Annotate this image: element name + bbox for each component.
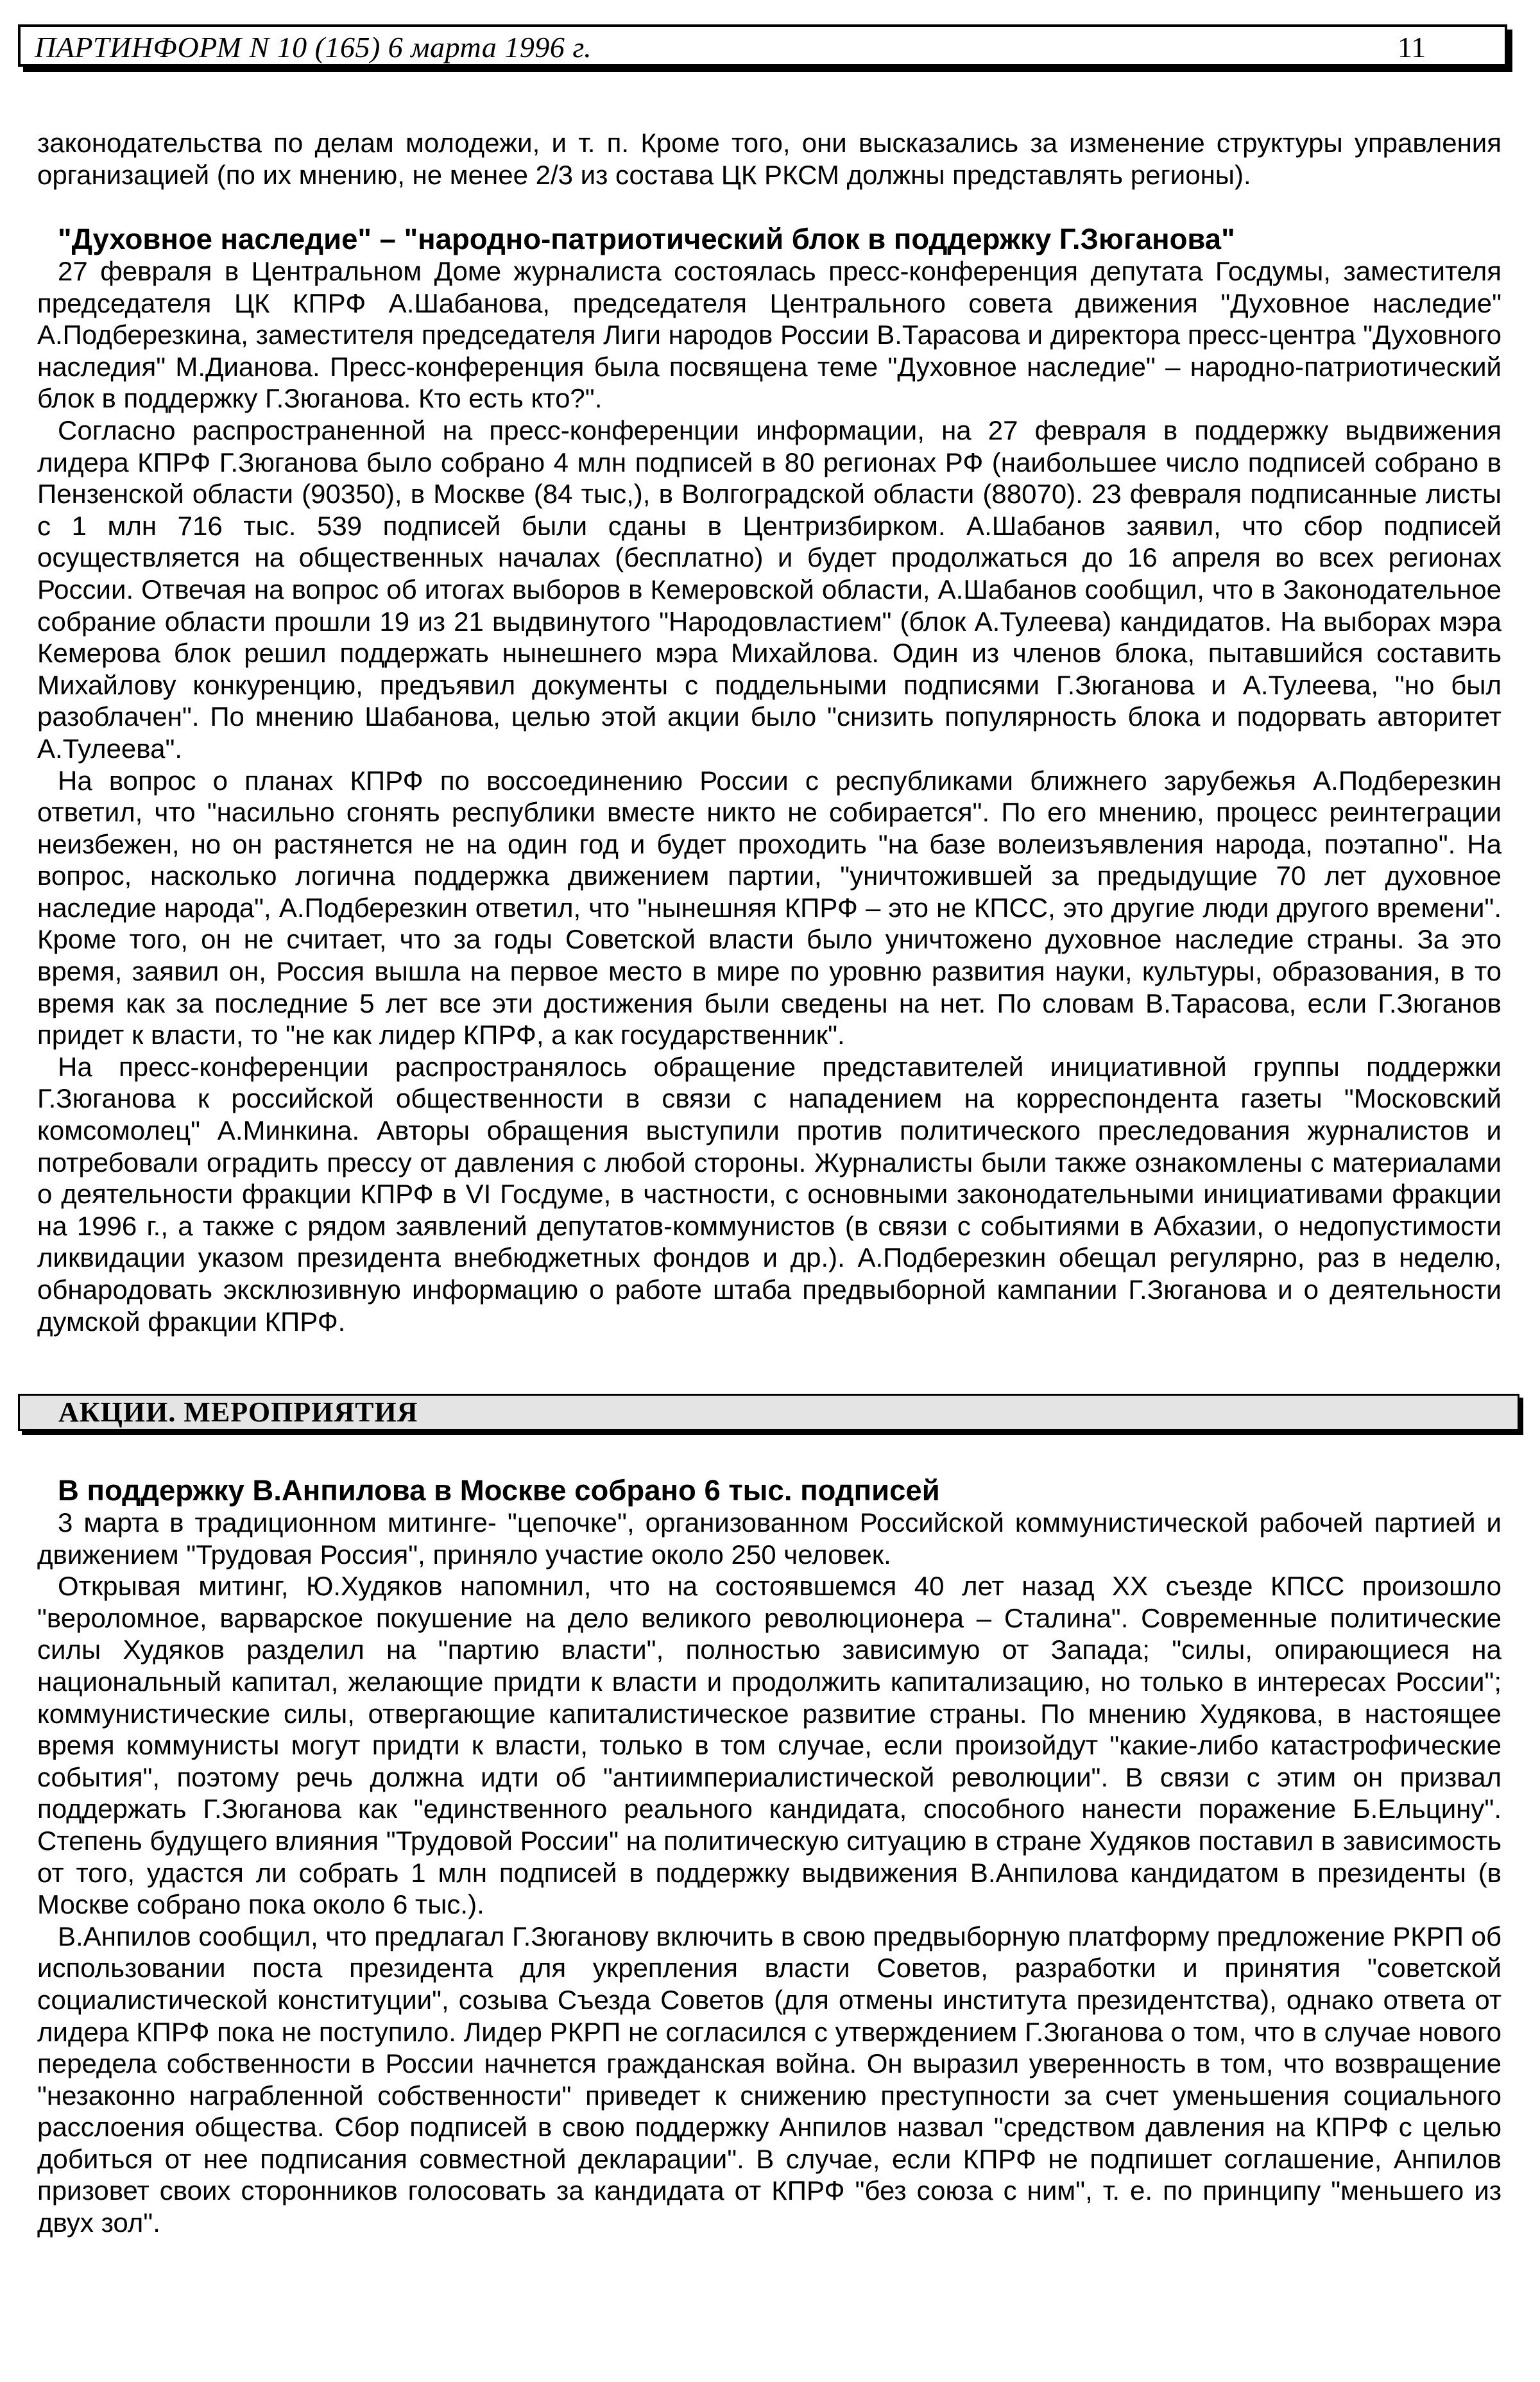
article-anpilov-signatures [37, 1475, 1502, 2239]
page-number: 11 [1398, 31, 1426, 64]
section-title: АКЦИИ. МЕРОПРИЯТИЯ [58, 1396, 418, 1428]
article-heading: В поддержку В.Анпилова в Москве собрано 6 тыс. подписей [58, 1474, 940, 1507]
article-paragraph: На пресс-конференции распространялось обращение представителей инициативной группы поддержки Г.Зюганова к российской общественности в связи с нападением на корреспондента газеты "Московский комсомолец" А.Минкина. Авторы обращения выступили против политического преследования журналистов и потребовали оградить прессу от давления с любой стороны. Журналисты были также ознакомлены с материалами о деятельности фракции КПРФ в VI Госдуме, в частности, с основными законодательными инициативами фракции на 1996 г., а также с рядом заявлений депутатов-коммунистов (в связи с событиями в Абхазии, о недопустимости ликвидации указом президента внебюджетных фондов и др.). А.Подберезкин обещал регулярно, раз в неделю, обнародовать эксклюзивную информацию о работе штаба предвыборной кампании Г.Зюганова и о деятельности думской фракции КПРФ. [37, 1051, 1502, 1337]
publication-title: ПАРТИНФОРМ N 10 (165) 6 марта 1996 г. [35, 31, 592, 64]
section-header [18, 1394, 1519, 1431]
intro-paragraph: законодательства по делам молодежи, и т. п. Кроме того, они высказались за изменение структуры управления организацией (по их мнению, не менее 2/3 из состава ЦК РКСМ должны представлять регионы). [37, 128, 1502, 190]
page-header [18, 24, 1507, 67]
article-paragraph: На вопрос о планах КПРФ по воссоединению России с республиками ближнего зарубежья А.Подберезкин ответил, что "насильно сгонять республики вместе никто не собирается". По его мнению, процесс реинтеграции неизбежен, но он растянется не на один год и будет проходить "на базе волеизъявления народа, поэтапно". На вопрос, насколько логична поддержка движением партии, "уничтожившей за предыдущие 70 лет духовное наследие народа", А.Подберезкин ответил, что "нынешняя КПРФ – это не КПСС, это другие люди другого времени". Кроме того, он не считает, что за годы Советской власти было уничтожено духовное наследие страны. За это время, заявил он, Россия вышла на первое место в мире по уровню развития науки, культуры, образования, в то время как за последние 5 лет все эти достижения были сведены на нет. По словам В.Тарасова, если Г.Зюганов придет к власти, то "не как лидер КПРФ, а как государственник". [37, 765, 1502, 1050]
article-paragraph: Открывая митинг, Ю.Худяков напомнил, что на состоявшемся 40 лет назад XX съезде КПСС произошло "вероломное, варварское покушение на дело великого революционера – Сталина". Современные политические силы Худяков разделил на "партию власти", полностью зависимую от Запада; "силы, опирающиеся на национальный капитал, желающие придти к власти и продолжить капитализацию, но только в интересах России"; коммунистические силы, отвергающие капиталистическое развитие страны. По мнению Худякова, в настоящее время коммунисты могут придти к власти, только в том случае, если произойдут "какие-либо катастрофические события", поэтому речь должна идти об "антиимпериалистической революции". В связи с этим он призвал поддержать Г.Зюганова как "единственного реального кандидата, способного нанести поражение Б.Ельцину". Степень будущего влияния "Трудовой России" на политическую ситуацию в стране Худяков поставил в зависимость от того, удастся ли собрать 1 млн подписей в поддержку выдвижения В.Анпилова кандидатом в президенты (в Москве собрано пока около 6 тыс.). [37, 1571, 1502, 1920]
article-paragraph: 27 февраля в Центральном Доме журналиста состоялась пресс-конференция депутата Госдумы, заместителя председателя ЦК КПРФ А.Шабанова, председателя Центрального совета движения "Духовное наследие" А.Подберезкина, заместителя председателя Лиги народов России В.Тарасова и директора пресс-центра "Духовного наследия" М.Дианова. Пресс-конференция была посвящена теме "Духовное наследие" – народно-патриотический блок в поддержку Г.Зюганова. Кто есть кто?". [37, 256, 1502, 414]
intro-block [37, 127, 1502, 191]
article-paragraph: В.Анпилов сообщил, что предлагал Г.Зюганову включить в свою предвыборную платформу предложение РКРП об использовании поста президента для укрепления власти Советов, разработки и принятия "советской социалистической конституции", созыва Съезда Советов (для отмены института президентства), однако ответа от лидера КПРФ пока не поступило. Лидер РКРП не согласился с утверждением Г.Зюганова о том, что в случае нового передела собственности в России начнется гражданская война. Он выразил уверенность в том, что возвращение "незаконно награбленной собственности" приведет к снижению преступности за счет уменьшения социального расслоения общества. Сбор подписей в свою поддержку Анпилов назвал "средством давления на КПРФ с целью добиться от нее подписания совместной декларации". В случае, если КПРФ не подпишет соглашение, Анпилов призовет своих сторонников голосовать за кандидата от КПРФ "без союза с ним", т. е. по принципу "меньшего из двух зол". [37, 1921, 1502, 2238]
article-heading: "Духовное наследие" – "народно-патриотический блок в поддержку Г.Зюганова" [58, 223, 1235, 255]
article-paragraph: 3 марта в традиционном митинге- "цепочке", организованном Российской коммунистической рабочей партией и движением "Трудовая Россия", приняло участие около 250 человек. [37, 1507, 1502, 1570]
article-paragraph: Согласно распространенной на пресс-конференции информации, на 27 февраля в поддержку выдвижения лидера КПРФ Г.Зюганова было собрано 4 млн подписей в 80 регионах РФ (наибольшее число подписей собрано в Пензенской области (90350), в Москве (84 тыс,), в Волгоградской области (88070). 23 февраля подписанные листы с 1 млн 716 тыс. 539 подписей были сданы в Центризбирком. А.Шабанов заявил, что сбор подписей осуществляется на общественных началах (бесплатно) и будет продолжаться до 16 апреля во всех регионах России. Отвечая на вопрос об итогах выборов в Кемеровской области, А.Шабанов сообщил, что в Законодательное собрание области прошли 19 из 21 выдвинутого "Народовластием" (блок А.Тулеева) кандидатов. На выборах мэра Кемерова блок решил поддержать нынешнего мэра Михайлова. Один из членов блока, пытавшийся составить Михайлову конкуренцию, предъявил документы с поддельными подписями Г.Зюганова и А.Тулеева, "но был разоблачен". По мнению Шабанова, целью этой акции было "снизить популярность блока и подорвать авторитет А.Тулеева". [37, 415, 1502, 764]
article-spiritual-heritage [37, 223, 1502, 1337]
